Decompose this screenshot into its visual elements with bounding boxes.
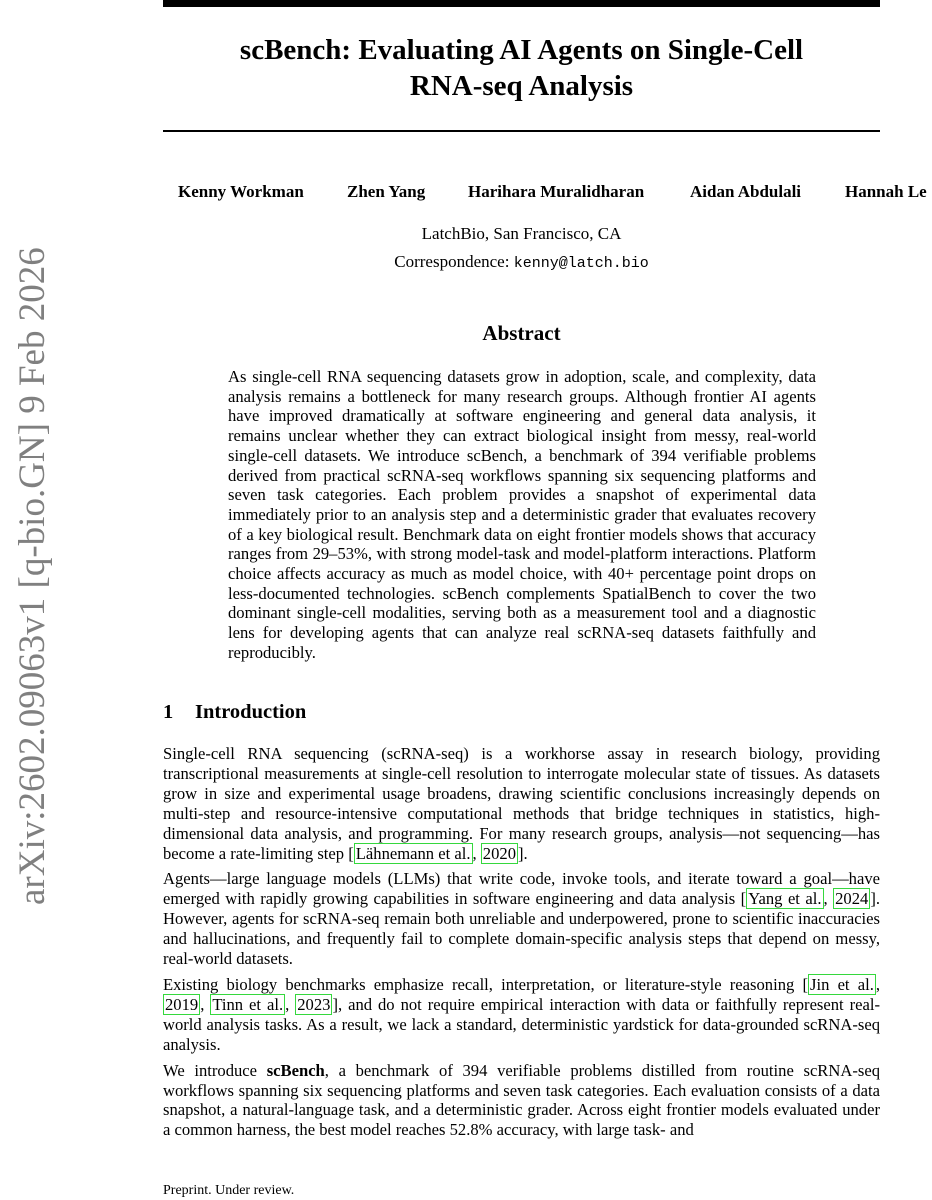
author-2: Zhen Yang [347, 182, 426, 201]
author-list [178, 182, 932, 206]
preprint-note: Preprint. Under review. [163, 1183, 295, 1198]
citation-link[interactable]: Jin et al. [810, 974, 874, 994]
author-5: Hannah Le [845, 182, 927, 201]
paragraph-text: Existing biology benchmarks emphasize recall, interpretation, or literature-style reasoning [ [163, 974, 809, 994]
paragraph-text: , a benchmark of 394 verifiable problems distilled from routine scRNA-seq workflows spanning six sequencing platforms and seven task categories. Each evaluation consists of a data snapshot, a natural-language task, and a deterministic grader. Across eight frontier models evaluated under a common harness, the best model reaches 52.8% accuracy, with large task- and [163, 1060, 880, 1140]
paragraph-text: ]. However, agents for scRNA-seq remain both unreliable and underpowered, prone to scientific inaccuracies and hallucinations, and frequently fail to complete domain-specific analysis steps that depend on messy, real-world datasets. [163, 889, 880, 969]
title-line-2: RNA-seq Analysis [409, 70, 634, 102]
correspondence [163, 248, 880, 278]
paragraph-text: ], and do not require empirical interaction with data or faithfully represent real-world analysis tasks. As a result, we lack a standard, deterministic yardstick for data-grounded scRNA-seq analysis. [163, 994, 881, 1054]
correspondence-label: Correspondence: [394, 252, 510, 271]
citation-link[interactable]: Lähnemann et al. [355, 843, 471, 863]
paragraph-1 [163, 744, 880, 863]
correspondence-email[interactable]: kenny@latch.bio [513, 255, 649, 272]
benchmark-name: scBench [266, 1060, 325, 1080]
paragraph-text: ]. [517, 843, 528, 863]
section-heading [163, 700, 306, 724]
top-rule [163, 0, 880, 7]
abstract-text: As single-cell RNA sequencing datasets grow in adoption, scale, and complexity, data analysis remains a bottleneck for many research groups. Although frontier AI agents have improved dramatically at software engineering and general data analysis, it remains unclear whether they can extract biological insight from messy, real-world single-cell datasets. We introduce scBench, a benchmark of 394 verifiable problems derived from practical scRNA-seq workflows spanning six sequencing platforms and seven task categories. Each problem provides a snapshot of experimental data immediately prior to an analysis step and a deterministic grader that evaluates recovery of a key biological result. Benchmark data on eight frontier models shows that accuracy ranges from 29–53%, with strong model-task and model-platform interactions. Platform choice affects accuracy as much as model choice, with 40+ percentage point drops on less-documented technologies. scBench complements SpatialBench to cover the two dominant single-cell modalities, serving both as a measurement tool and a diagnostic lens for developing agents that can analyze real scRNA-seq datasets faithfully and reproducibly. [228, 367, 816, 662]
paragraph-3 [163, 975, 880, 1055]
arxiv-identifier: arXiv:2602.09063v1 [q-bio.GN] 9 Feb 2026 [12, 247, 53, 905]
author-1: Kenny Workman [178, 182, 304, 201]
citation-separator: , [823, 889, 834, 909]
abstract-heading: Abstract [482, 321, 561, 345]
introduction-body [163, 744, 880, 1146]
paragraph-text: Agents—large language models (LLMs) that write code, invoke tools, and iterate toward a goal—have emerged with rapidly growing capabilities in software engineering and data analysis [ [163, 869, 880, 909]
title-rule [163, 130, 880, 132]
citation-year-link[interactable]: 2019 [165, 994, 199, 1014]
citation-link[interactable]: Tinn et al. [212, 994, 284, 1014]
paragraph-4 [163, 1061, 880, 1141]
citation-year-link[interactable]: 2024 [835, 889, 869, 909]
section-title: Introduction [195, 701, 307, 723]
paragraph-2 [163, 869, 880, 969]
paper-title [163, 32, 880, 104]
author-3: Harihara Muralidharan [468, 182, 645, 201]
citation-year-link[interactable]: 2020 [482, 843, 516, 863]
affiliation-block [163, 220, 880, 278]
affiliation: LatchBio, San Francisco, CA [421, 224, 622, 243]
citation-separator: , [472, 843, 481, 863]
title-line-1: scBench: Evaluating AI Agents on Single-Cell [239, 34, 804, 66]
citation-separator: , [200, 994, 211, 1014]
citation-link[interactable]: Yang et al. [748, 889, 822, 909]
section-number: 1 [163, 701, 174, 723]
citation-separator: , [875, 974, 881, 994]
paragraph-text: We introduce [163, 1060, 267, 1080]
paragraph-text: Single-cell RNA sequencing (scRNA-seq) is a workhorse assay in research biology, providing transcriptional measurements at single-cell resolution to interrogate molecular state of tissues. As datasets grow in size and experimental usage broadens, drawing scientific conclusions increasingly depends on multi-step and resource-intensive computational methods that bridge techniques in statistics, high-dimensional data analysis, and programming. For many research groups, analysis—not sequencing—has become a rate-limiting step [ [163, 744, 880, 863]
citation-separator: , [285, 994, 296, 1014]
author-4: Aidan Abdulali [690, 182, 802, 201]
citation-year-link[interactable]: 2023 [297, 994, 331, 1014]
